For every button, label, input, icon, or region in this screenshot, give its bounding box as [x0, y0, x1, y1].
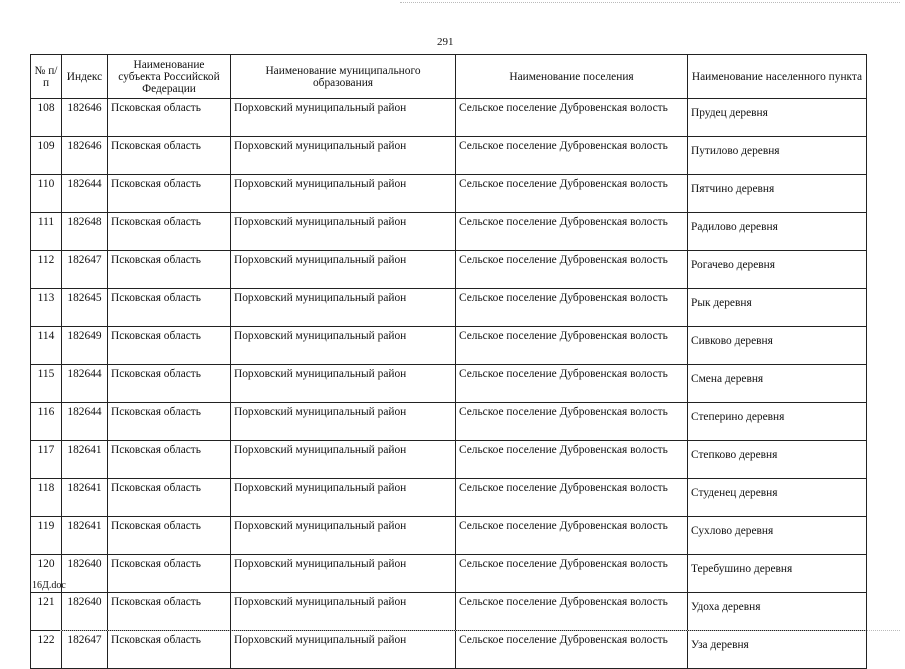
table-row: [31, 99, 867, 137]
cell-municipal: Порховский муниципальный район: [231, 479, 456, 517]
cell-index: 182641: [62, 479, 108, 517]
cell-municipal: Порховский муниципальный район: [231, 175, 456, 213]
cell-index: 182647: [62, 631, 108, 669]
header-locality: Наименование населенного пункта: [688, 55, 867, 99]
table-row: [31, 631, 867, 669]
scan-artifact-top: [400, 2, 900, 4]
localities-table: [30, 54, 867, 669]
table-row: [31, 517, 867, 555]
cell-subject: Псковская область: [108, 99, 231, 137]
cell-settlement: Сельское поселение Дубровенская волость: [456, 137, 688, 175]
cell-municipal: Порховский муниципальный район: [231, 99, 456, 137]
cell-subject: Псковская область: [108, 213, 231, 251]
cell-settlement: Сельское поселение Дубровенская волость: [456, 289, 688, 327]
cell-locality: Прудец деревня: [688, 99, 867, 137]
table-row: [31, 555, 867, 593]
cell-settlement: Сельское поселение Дубровенская волость: [456, 251, 688, 289]
cell-locality: Теребушино деревня: [688, 555, 867, 593]
cell-settlement: Сельское поселение Дубровенская волость: [456, 213, 688, 251]
cell-subject: Псковская область: [108, 593, 231, 631]
cell-locality: Степерино деревня: [688, 403, 867, 441]
header-index: Индекс: [62, 55, 108, 99]
cell-settlement: Сельское поселение Дубровенская волость: [456, 517, 688, 555]
table-row: [31, 479, 867, 517]
cell-settlement: Сельское поселение Дубровенская волость: [456, 631, 688, 669]
cell-locality: Рык деревня: [688, 289, 867, 327]
cell-locality: Сивково деревня: [688, 327, 867, 365]
cell-num: 119: [31, 517, 62, 555]
cell-index: 182644: [62, 175, 108, 213]
cell-municipal: Порховский муниципальный район: [231, 517, 456, 555]
cell-index: 182646: [62, 99, 108, 137]
cell-municipal: Порховский муниципальный район: [231, 441, 456, 479]
cell-settlement: Сельское поселение Дубровенская волость: [456, 441, 688, 479]
table-row: [31, 289, 867, 327]
cell-num: 118: [31, 479, 62, 517]
cell-index: 182647: [62, 251, 108, 289]
scan-artifact-bottom: [60, 630, 900, 632]
cell-index: 182644: [62, 403, 108, 441]
cell-municipal: Порховский муниципальный район: [231, 555, 456, 593]
cell-subject: Псковская область: [108, 479, 231, 517]
cell-locality: Пятчино деревня: [688, 175, 867, 213]
table-row: [31, 403, 867, 441]
cell-municipal: Порховский муниципальный район: [231, 631, 456, 669]
cell-num: 121: [31, 593, 62, 631]
table-row: [31, 137, 867, 175]
cell-num: 108: [31, 99, 62, 137]
header-subject: Наименование субъекта Российской Федерации: [108, 55, 231, 99]
table-row: [31, 175, 867, 213]
cell-locality: Сухлово деревня: [688, 517, 867, 555]
cell-settlement: Сельское поселение Дубровенская волость: [456, 365, 688, 403]
cell-index: 182641: [62, 517, 108, 555]
cell-settlement: Сельское поселение Дубровенская волость: [456, 479, 688, 517]
table-header-row: [31, 55, 867, 99]
cell-municipal: Порховский муниципальный район: [231, 137, 456, 175]
cell-index: 182640: [62, 593, 108, 631]
cell-subject: Псковская область: [108, 403, 231, 441]
cell-num: 117: [31, 441, 62, 479]
cell-subject: Псковская область: [108, 365, 231, 403]
cell-subject: Псковская область: [108, 631, 231, 669]
cell-index: 182648: [62, 213, 108, 251]
cell-num: 110: [31, 175, 62, 213]
cell-num: 115: [31, 365, 62, 403]
cell-index: 182640: [62, 555, 108, 593]
cell-locality: Уза деревня: [688, 631, 867, 669]
cell-num: 120: [31, 555, 62, 593]
cell-municipal: Порховский муниципальный район: [231, 593, 456, 631]
cell-num: 112: [31, 251, 62, 289]
cell-settlement: Сельское поселение Дубровенская волость: [456, 99, 688, 137]
cell-locality: Смена деревня: [688, 365, 867, 403]
cell-locality: Степково деревня: [688, 441, 867, 479]
cell-subject: Псковская область: [108, 327, 231, 365]
cell-settlement: Сельское поселение Дубровенская волость: [456, 593, 688, 631]
header-settlement: Наименование поселения: [456, 55, 688, 99]
header-municipal: Наименование муниципального образования: [231, 55, 456, 99]
cell-index: 182649: [62, 327, 108, 365]
cell-subject: Псковская область: [108, 137, 231, 175]
cell-num: 114: [31, 327, 62, 365]
table-row: [31, 593, 867, 631]
cell-num: 116: [31, 403, 62, 441]
table-row: [31, 213, 867, 251]
cell-locality: Радилово деревня: [688, 213, 867, 251]
cell-index: 182646: [62, 137, 108, 175]
cell-settlement: Сельское поселение Дубровенская волость: [456, 555, 688, 593]
cell-municipal: Порховский муниципальный район: [231, 289, 456, 327]
cell-municipal: Порховский муниципальный район: [231, 251, 456, 289]
cell-settlement: Сельское поселение Дубровенская волость: [456, 175, 688, 213]
cell-locality: Рогачево деревня: [688, 251, 867, 289]
cell-num: 111: [31, 213, 62, 251]
cell-municipal: Порховский муниципальный район: [231, 403, 456, 441]
cell-num: 113: [31, 289, 62, 327]
cell-locality: Студенец деревня: [688, 479, 867, 517]
cell-index: 182645: [62, 289, 108, 327]
table-row: [31, 365, 867, 403]
cell-subject: Псковская область: [108, 517, 231, 555]
cell-municipal: Порховский муниципальный район: [231, 365, 456, 403]
table-body: [31, 99, 867, 669]
cell-subject: Псковская область: [108, 289, 231, 327]
cell-num: 109: [31, 137, 62, 175]
footer-filename: 16Д.doc: [32, 580, 66, 591]
table-row: [31, 251, 867, 289]
cell-subject: Псковская область: [108, 175, 231, 213]
cell-index: 182641: [62, 441, 108, 479]
cell-subject: Псковская область: [108, 555, 231, 593]
cell-municipal: Порховский муниципальный район: [231, 213, 456, 251]
cell-index: 182644: [62, 365, 108, 403]
header-num: № п/п: [31, 55, 62, 99]
cell-subject: Псковская область: [108, 251, 231, 289]
cell-settlement: Сельское поселение Дубровенская волость: [456, 403, 688, 441]
cell-subject: Псковская область: [108, 441, 231, 479]
cell-settlement: Сельское поселение Дубровенская волость: [456, 327, 688, 365]
cell-municipal: Порховский муниципальный район: [231, 327, 456, 365]
cell-locality: Путилово деревня: [688, 137, 867, 175]
page-number: 291: [437, 36, 454, 48]
cell-locality: Удоха деревня: [688, 593, 867, 631]
cell-num: 122: [31, 631, 62, 669]
table-row: [31, 327, 867, 365]
table-row: [31, 441, 867, 479]
